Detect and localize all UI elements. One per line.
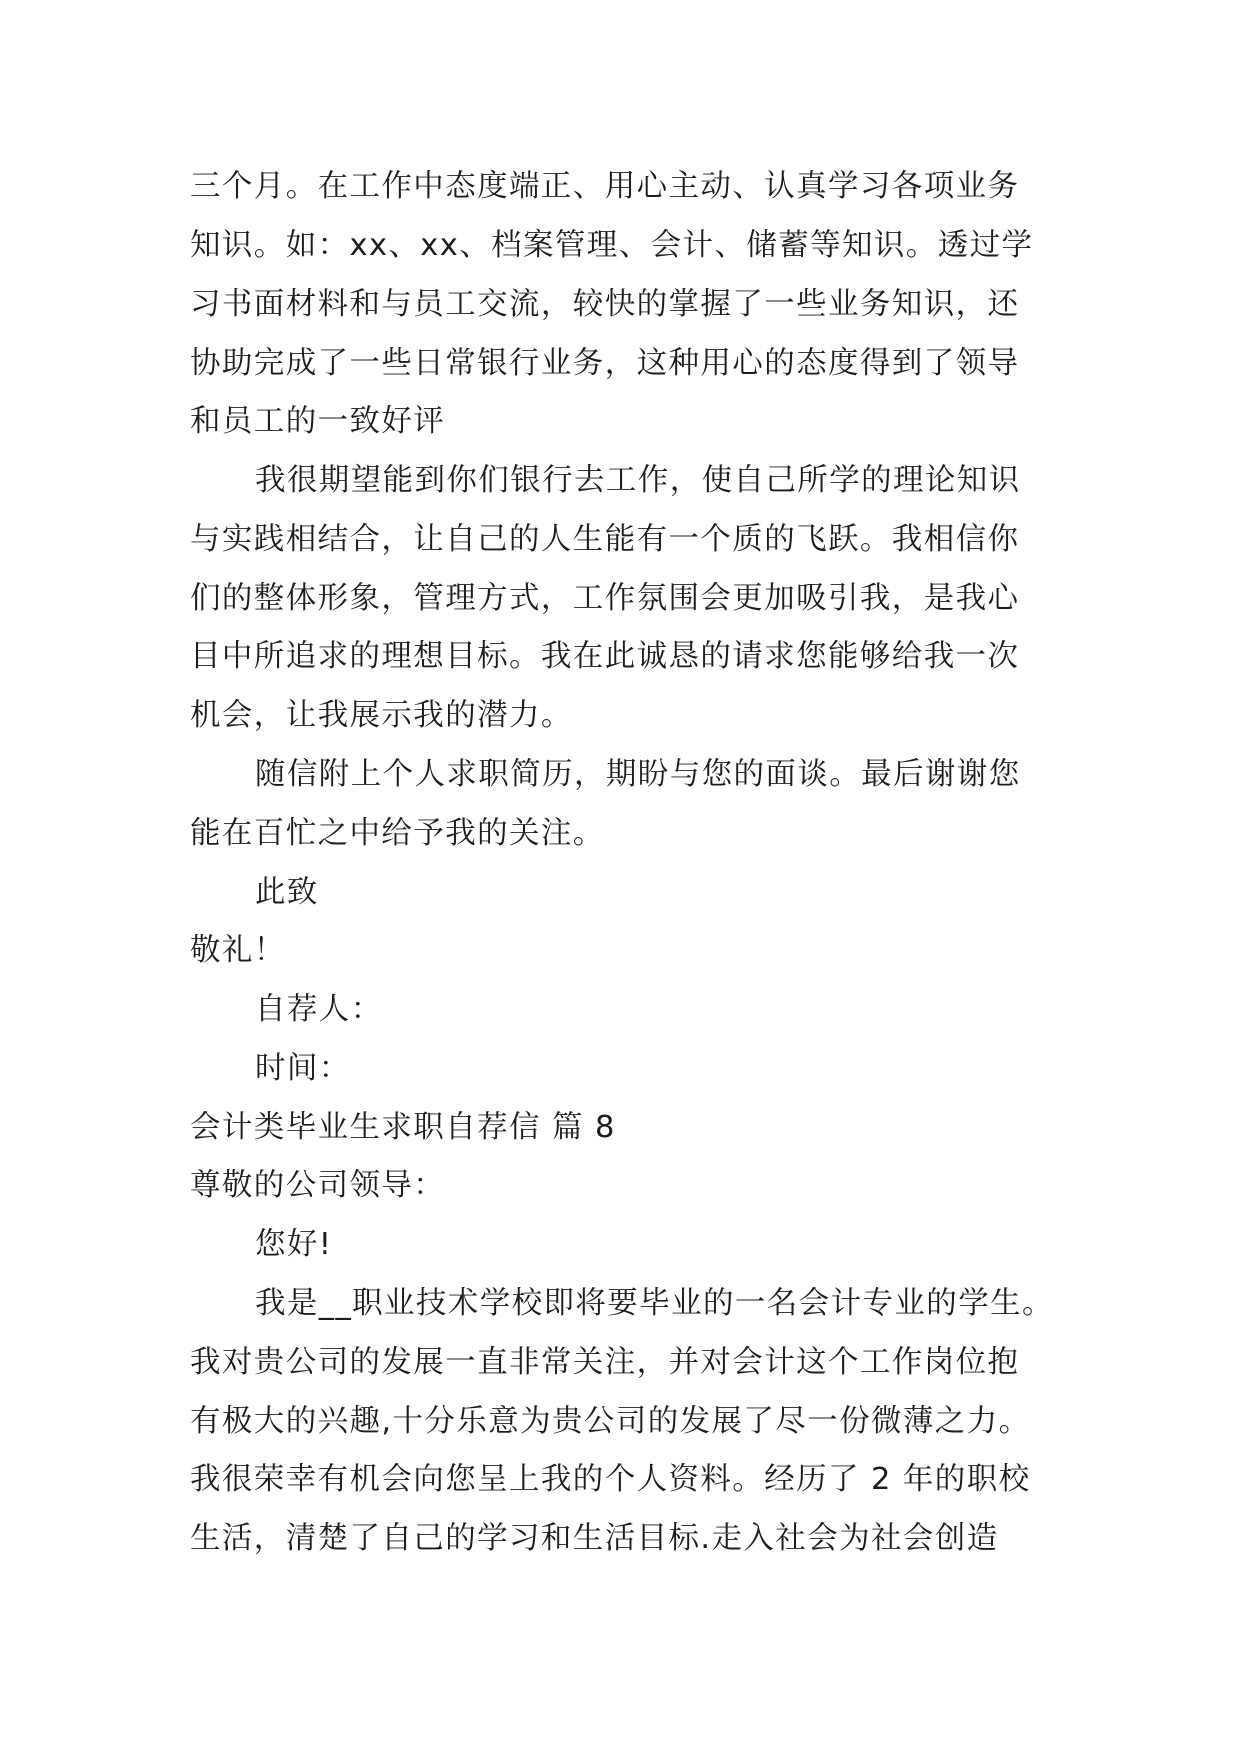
text-line: 生活，清楚了自己的学习和生活目标.走入社会为社会创造 (190, 1521, 999, 1556)
text-line: 协助完成了一些日常银行业务，这种用心的态度得到了领导 (190, 346, 1020, 381)
text-line: 与实践相结合，让自己的人生能有一个质的飞跃。我相信你 (190, 522, 1020, 557)
paragraph-first-line: 我是__职业技术学校即将要毕业的一名会计专业的学生。 (255, 1286, 1054, 1321)
text-line: 和员工的一致好评 (190, 404, 446, 439)
greeting: 您好! (255, 1227, 333, 1262)
paragraph-first-line: 随信附上个人求职简历，期盼与您的面谈。最后谢谢您 (255, 757, 1021, 792)
paragraph-first-line: 我很期望能到你们银行去工作，使自己所学的理论知识 (255, 463, 1021, 498)
text-line: 我很荣幸有机会向您呈上我的个人资料。经历了 2 年的职校 (190, 1462, 1031, 1497)
salutation: 尊敬的公司领导： (190, 1168, 446, 1203)
date-label: 时间： (255, 1051, 351, 1086)
text-line: 机会，让我展示我的潜力。 (190, 698, 573, 733)
text-line: 知识。如：xx、xx、档案管理、会计、储蓄等知识。透过学 (190, 228, 1034, 263)
closing-phrase: 此致 (255, 875, 319, 910)
signature-label: 自荐人： (255, 992, 383, 1027)
text-line: 有极大的兴趣,十分乐意为贵公司的发展了尽一份微薄之力。 (190, 1404, 1031, 1439)
closing-salute: 敬礼！ (190, 933, 286, 968)
section-heading: 会计类毕业生求职自荐信 篇 8 (190, 1110, 616, 1145)
text-line: 习书面材料和与员工交流，较快的掌握了一些业务知识，还 (190, 287, 1020, 322)
text-line: 能在百忙之中给予我的关注。 (190, 816, 605, 851)
text-line: 三个月。在工作中态度端正、用心主动、认真学习各项业务 (190, 169, 1020, 204)
text-line: 我对贵公司的发展一直非常关注，并对会计这个工作岗位抱 (190, 1345, 1020, 1380)
text-line: 目中所追求的理想目标。我在此诚恳的请求您能够给我一次 (190, 639, 1020, 674)
text-line: 们的整体形象，管理方式，工作氛围会更加吸引我，是我心 (190, 581, 1020, 616)
